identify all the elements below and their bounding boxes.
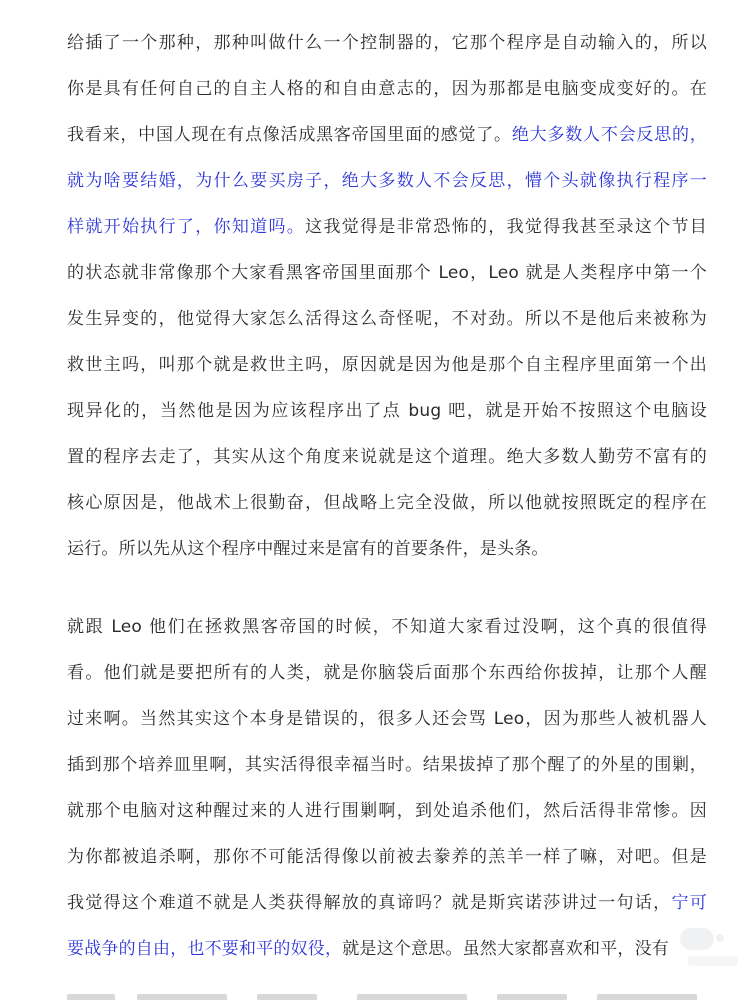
text-line: [67, 650, 707, 696]
text-line: [67, 66, 707, 112]
paragraph-1: [67, 20, 707, 572]
body-text: 现异化的，当然他是因为应该程序出了点 bug 吧，就是开始不按照这个电脑设: [67, 401, 707, 421]
text-line: [67, 158, 707, 204]
body-text: 运行。所以先从这个程序中醒过来是富有的首要条件，是头条。: [67, 539, 549, 559]
body-text: 插到那个培养皿里啊，其实活得很幸福当时。结果拔掉了那个醒了的外星的围剿，: [67, 755, 707, 775]
body-text: 发生异变的，他觉得大家怎么活得这么奇怪呢，不对劲。所以不是他后来被称为: [67, 309, 707, 329]
cut-off-next-line: [67, 984, 707, 1000]
body-text: 的状态就非常像那个大家看黑客帝国里面那个 Leo，Leo 就是人类程序中第一个: [67, 263, 707, 283]
body-text: 救世主吗，叫那个就是救世主吗，原因就是因为他是那个自主程序里面第一个出: [67, 355, 707, 375]
body-text: 给插了一个那种，那种叫做什么一个控制器的，它那个程序是自动输入的，所以: [67, 33, 707, 53]
text-line: [67, 742, 707, 788]
body-text: 置的程序去走了，其实从这个角度来说就是这个道理。绝大多数人勤劳不富有的: [67, 447, 707, 467]
text-line: [67, 250, 707, 296]
text-line: [67, 696, 707, 742]
highlighted-text: 样就开始执行了，你知道吗。: [67, 217, 306, 237]
text-line: [67, 526, 707, 572]
body-text: 看。他们就是要把所有的人类，就是你脑袋后面那个东西给你拔掉，让那个人醒: [67, 663, 707, 683]
body-text: 这我觉得是非常恐怖的，我觉得我甚至录这个节目: [305, 217, 707, 237]
text-line: [67, 480, 707, 526]
text-line: [67, 112, 707, 158]
text-line: [67, 342, 707, 388]
text-line: [67, 204, 707, 250]
highlighted-text: 要战争的自由，也不要和平的奴役，: [67, 939, 343, 959]
body-text: 我觉得这个难道不就是人类获得解放的真谛吗？就是斯宾诺莎讲过一句话，: [67, 893, 672, 913]
body-text: 就是这个意思。虽然大家都喜欢和平，没有: [342, 939, 670, 959]
text-line: [67, 296, 707, 342]
paragraph-2: [67, 604, 707, 972]
body-text: 我看来，中国人现在有点像活成黑客帝国里面的感觉了。: [67, 125, 512, 145]
body-text: 你是具有任何自己的自主人格的和自由意志的，因为那都是电脑变成变好的。在: [67, 79, 707, 99]
text-line: [67, 20, 707, 66]
text-line: [67, 604, 707, 650]
highlighted-text: 绝大多数人不会反思的，: [511, 125, 708, 145]
text-line: [67, 880, 707, 926]
body-text: 过来啊。当然其实这个本身是错误的，很多人还会骂 Leo，因为那些人被机器人: [67, 709, 707, 729]
highlighted-text: 宁可: [671, 893, 707, 913]
body-text: 就跟 Leo 他们在拯救黑客帝国的时候，不知道大家看过没啊，这个真的很值得: [67, 617, 707, 637]
highlighted-text: 就为啥要结婚，为什么要买房子，绝大多数人不会反思，懵个头就像执行程序一: [67, 171, 707, 191]
text-line: [67, 434, 707, 480]
text-line: [67, 788, 707, 834]
body-text: 就那个电脑对这种醒过来的人进行围剿啊，到处追杀他们，然后活得非常惨。因: [67, 801, 707, 821]
body-text: 为你都被追杀啊，那你不可能活得像以前被去豢养的羔羊一样了嘛，对吧。但是: [67, 847, 707, 867]
watermark-logo: [678, 928, 738, 968]
text-line: [67, 388, 707, 434]
text-line: [67, 926, 707, 972]
text-line: [67, 834, 707, 880]
body-text: 核心原因是，他战术上很勤奋，但战略上完全没做，所以他就按照既定的程序在: [67, 493, 707, 513]
